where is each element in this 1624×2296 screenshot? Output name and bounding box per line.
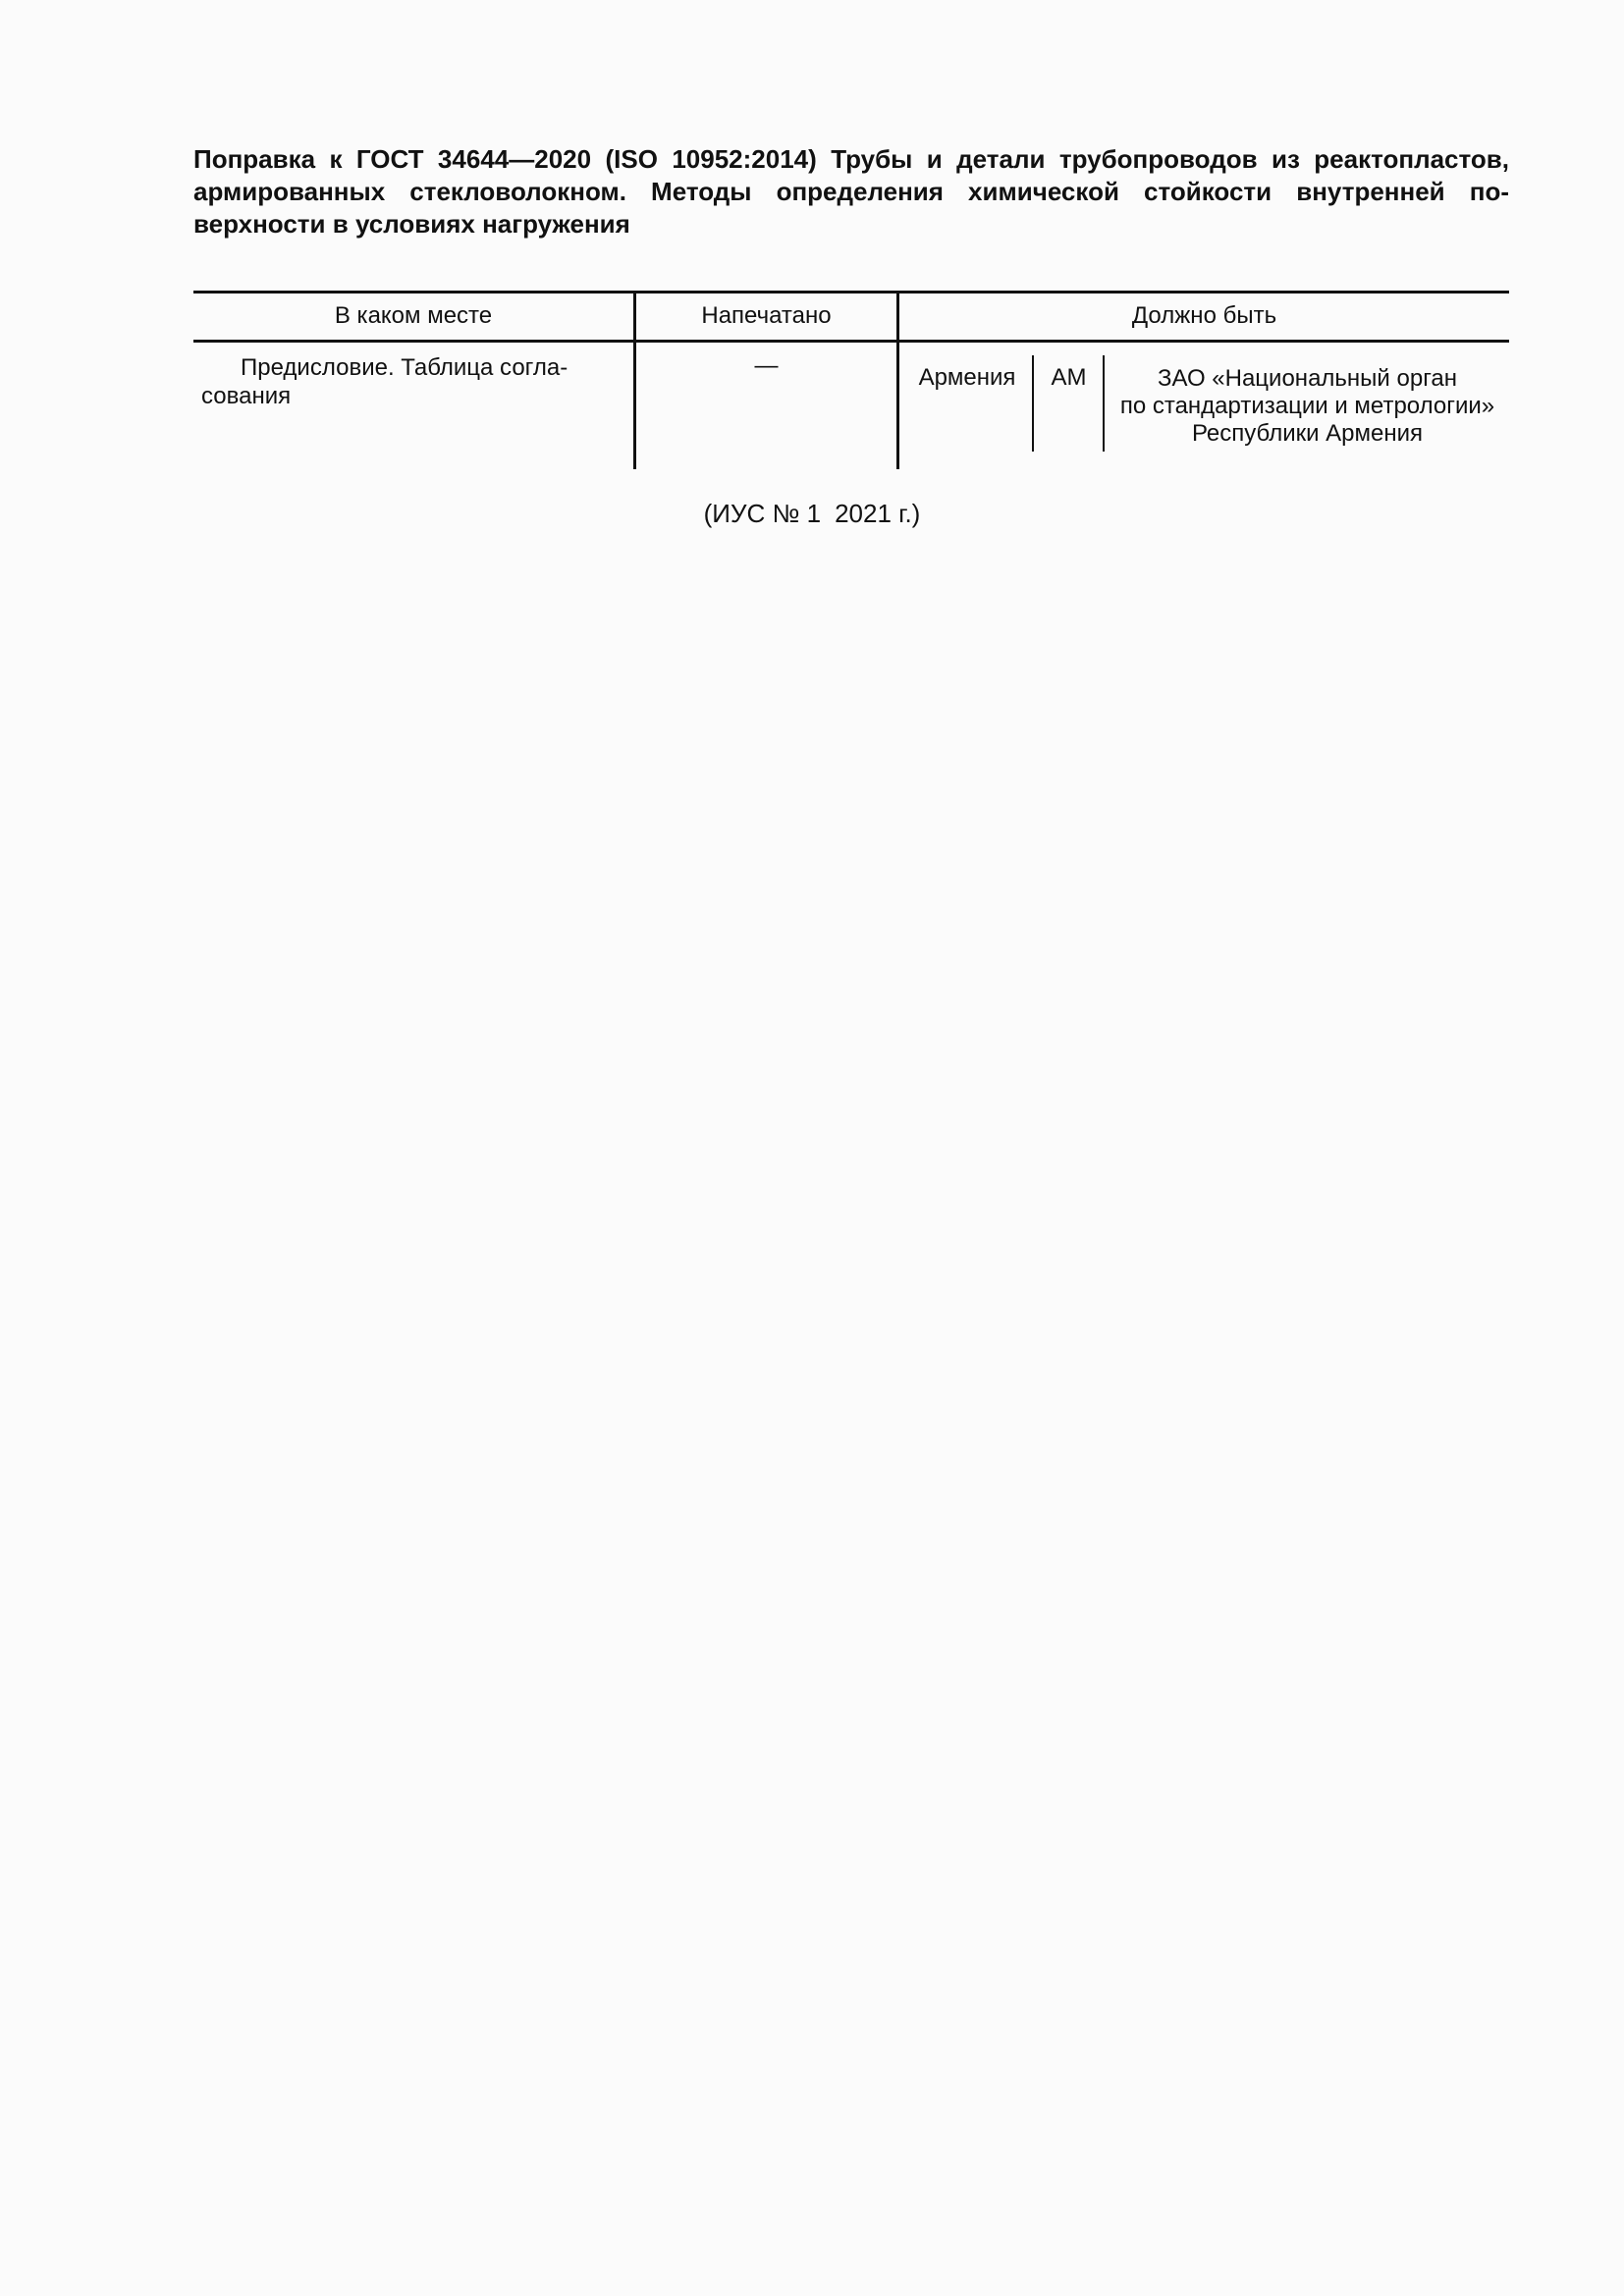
header-place: В каком месте [334, 302, 493, 329]
org-line-1: ЗАО «Национальный орган [1157, 365, 1458, 392]
header-printed: Напечатано [701, 302, 832, 329]
cell-place-line-1: Предисловие. Таблица согла- [241, 354, 568, 381]
cell-organization [1106, 365, 1509, 448]
correction-table [193, 291, 1509, 469]
org-line-3: Республики Армения [1191, 420, 1424, 447]
cell-place-line-2: сования [201, 383, 292, 409]
title-line-1: Поправка к ГОСТ 34644—2020 (ISO 10952:2014) Трубы и детали трубопроводов из реактопластов, [193, 144, 1509, 174]
ius-number: (ИУС № 1 [703, 499, 822, 528]
title-line-2: армированных стекловолокном. Методы определения химической стойкости внутренней по- [193, 177, 1509, 206]
cell-printed: — [754, 352, 779, 379]
org-line-2: по стандартизации и метрологии» [1119, 393, 1495, 419]
subcolumn-divider-2 [1103, 355, 1105, 452]
table-header-rule [193, 340, 1509, 343]
cell-code: AM [1051, 364, 1087, 391]
ius-reference [0, 499, 1624, 529]
correction-title [193, 143, 1509, 240]
cell-country: Армения [918, 364, 1016, 391]
ius-year: 2021 г.) [835, 499, 921, 528]
header-should-be: Должно быть [1131, 302, 1277, 329]
title-line-3: верхности в условиях нагружения [193, 209, 630, 239]
subcolumn-divider-1 [1032, 355, 1034, 452]
cell-place [201, 353, 623, 410]
table-top-rule [193, 291, 1509, 294]
